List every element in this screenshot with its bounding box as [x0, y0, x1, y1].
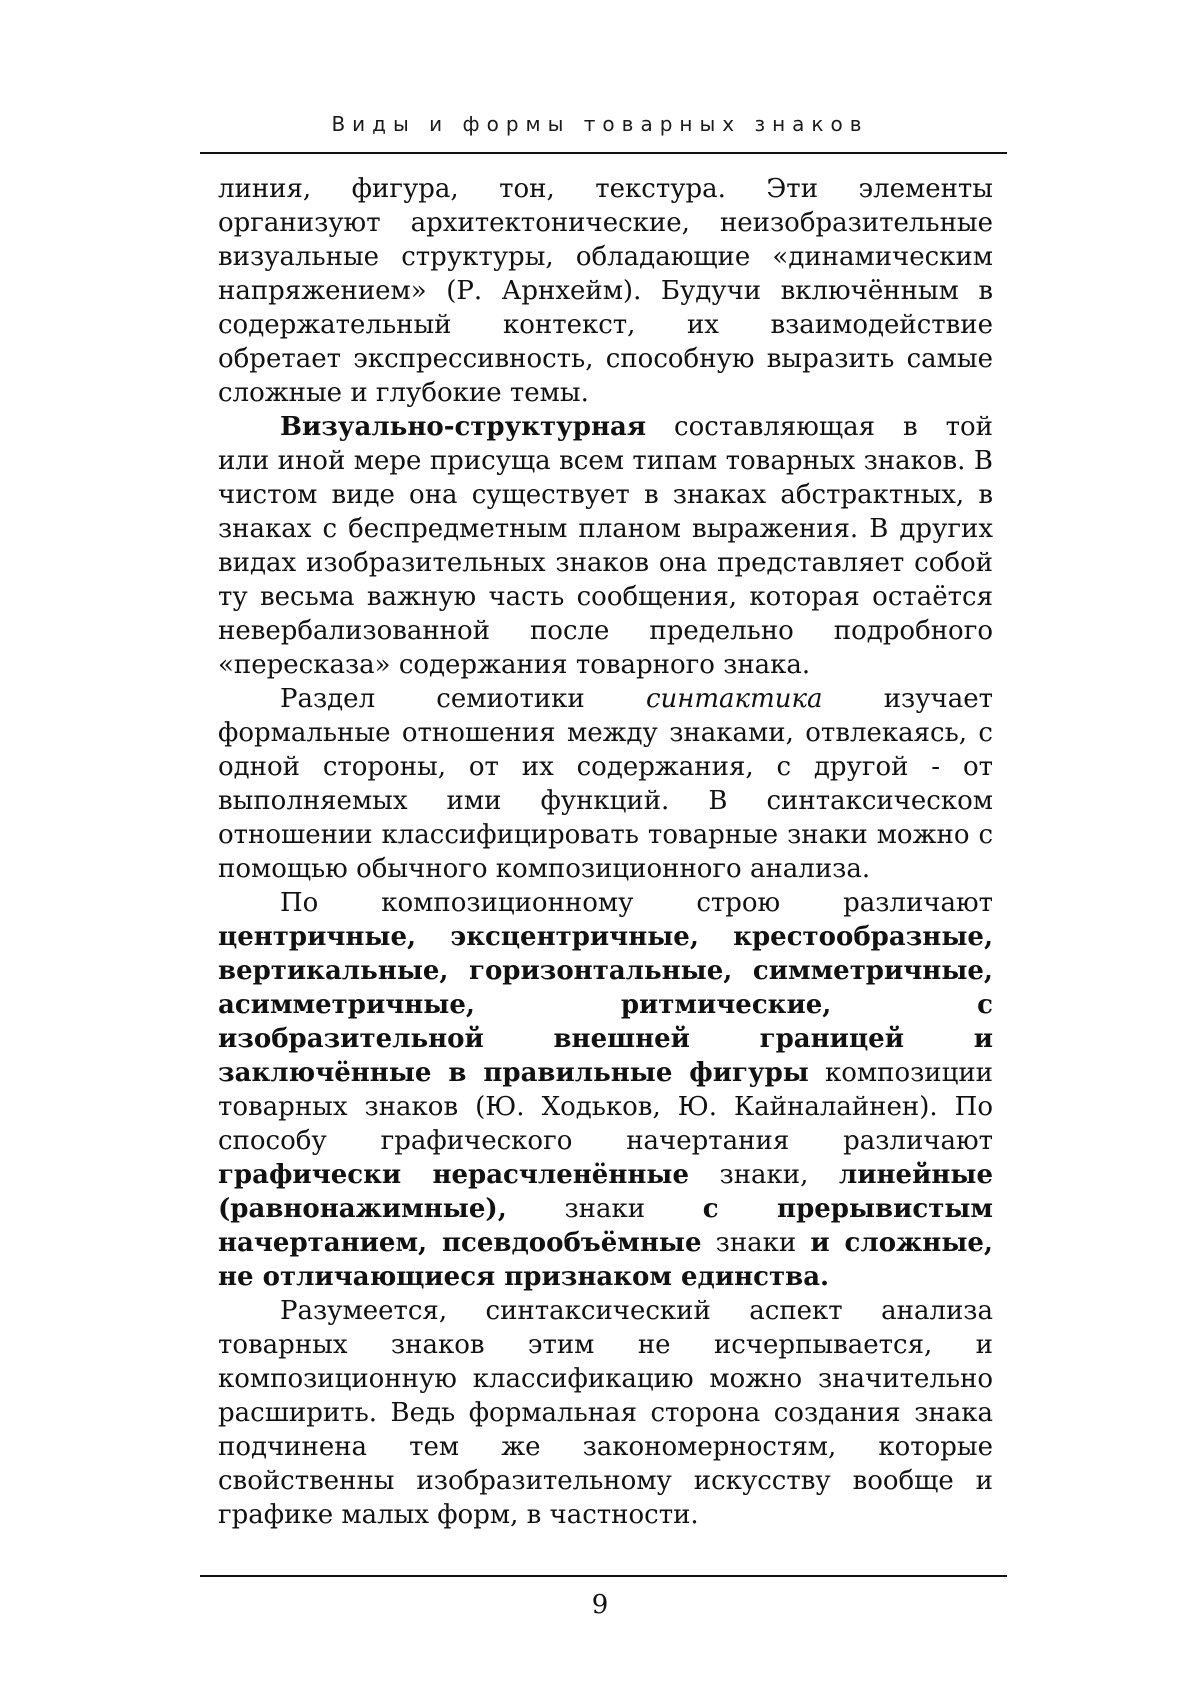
running-title: Виды и формы товарных знаков — [331, 112, 869, 136]
paragraph-4-text-e: знаки — [701, 1228, 811, 1258]
header-rule — [200, 152, 1007, 154]
paragraph-4-text-a: По композиционному строю различают — [280, 888, 993, 918]
paragraph-1: линия, фигура, тон, текстура. Эти элементы организуют архитектонические, неизобразительные визуальные структуры, обладающие «динамическим напряжением» (Р. Арнхейм). Будучи включённым в содержательный контекст, их взаимодействие обретает экспрессивность, способную выразить самые сложные и глубокие темы. — [218, 174, 993, 408]
bold-term-linear: линейные (равнонажимные), — [218, 1160, 994, 1224]
bold-term-intermittent: с прерывистым начертанием, псевдообъёмные — [218, 1194, 993, 1258]
italic-term-syntactics: синтактика — [645, 684, 823, 714]
paragraph-3-text-a: Раздел семиотики — [280, 684, 646, 714]
footer-rule — [200, 1575, 1007, 1577]
paragraph-4 — [218, 886, 993, 1294]
paragraph-4-text-b: композиции товарных знаков (Ю. Ходьков, Ю. Кайналайнен). По способу графического начертания различают — [218, 1058, 993, 1156]
paragraph-2 — [218, 410, 993, 682]
paragraph-4-text-c: знаки, — [689, 1160, 839, 1190]
bold-term-visual-structural: Визуально-структурная — [280, 412, 647, 442]
bold-term-complex: и сложные, не отличающиеся признаком единства. — [218, 1228, 993, 1292]
bold-term-unsegmented: графически нерасчленённые — [218, 1160, 690, 1190]
paragraph-2-text: составляющая в той или иной мере присуща всем типам товарных знаков. В чистом виде она существует в знаках абстрактных, в знаках с беспредметным планом выражения. В других видах изобразительных знаков она представляет собой ту весьма важную часть сообщения, которая остаётся невербализованной после предельно подробного «пересказа» содержания товарного знака. — [218, 412, 993, 680]
paragraph-5: Разумеется, синтаксический аспект анализа товарных знаков этим не исчерпывается, и композиционную классификацию можно значительно расширить. Ведь формальная сторона создания знака подчинена тем же закономерностям, которые свойственны изобразительному искусству вообще и графике малых форм, в частности. — [218, 1296, 993, 1530]
page-number: 9 — [591, 1590, 609, 1620]
page-body — [218, 172, 993, 1532]
paragraph-4-text-d: знаки — [506, 1194, 703, 1224]
paragraph-3 — [218, 682, 993, 886]
bold-composition-types: центричные, эксцентричные, крестообразные, вертикальные, горизонтальные, симметричные, асимметричные, ритмические, с изобразительной внешней границей и заключённые в правильные фигуры — [218, 922, 993, 1088]
paragraph-3-text-b: изучает формальные отношения между знаками, отвлекаясь, с одной стороны, от их содержания, с другой - от выполняемых ими функций. В синтаксическом отношении классифицировать товарные знаки можно с помощью обычного композиционного анализа. — [218, 684, 993, 884]
